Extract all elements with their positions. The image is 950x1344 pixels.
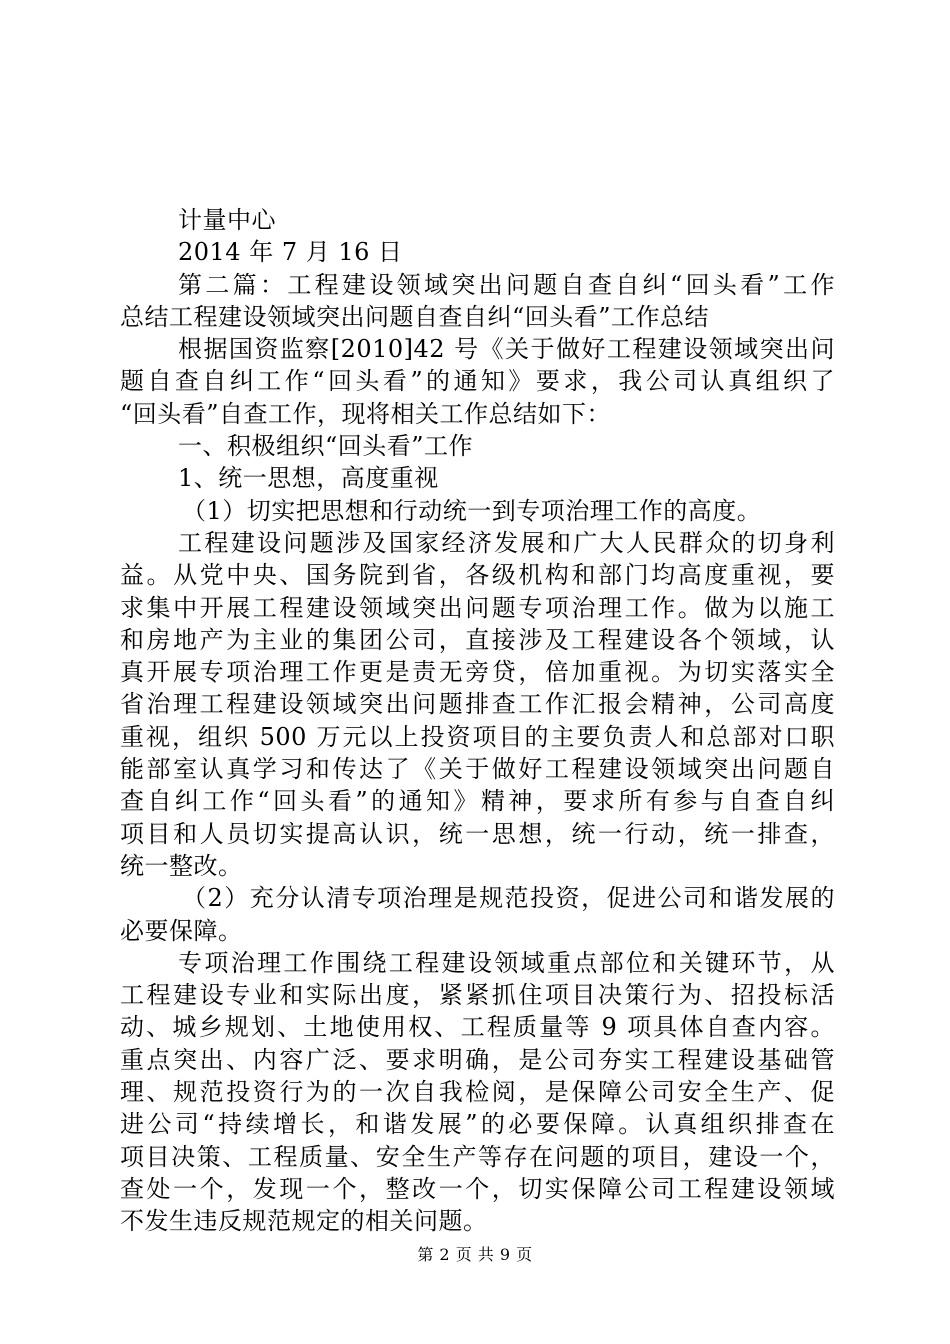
document-line: 进公司“持续增长，和谐发展”的必要保障。认真组织排查在 (120, 1110, 835, 1139)
document-line: 总结工程建设领域突出问题自查自纠“回头看”工作总结 (120, 302, 710, 331)
document-line: 重点突出、内容广泛、要求明确，是公司夯实工程建设基础管 (120, 1045, 835, 1074)
document-line: 查自纠工作“回头看”的通知》精神，要求所有参与自查自纠 (120, 787, 835, 816)
document-line: 能部室认真学习和传达了《关于做好工程建设领域突出问题自 (120, 755, 835, 784)
document-line: （1）切实把思想和行动统一到专项治理工作的高度。 (182, 496, 762, 525)
document-line: 工程建设专业和实际出度，紧紧抓住项目决策行为、招投标活 (120, 981, 835, 1010)
document-line: 第二篇：工程建设领域突出问题自查自纠“回头看”工作 (178, 270, 835, 299)
document-line: 工程建设问题涉及国家经济发展和广大人民群众的切身利 (178, 528, 835, 557)
document-line: 省治理工程建设领域突出问题排查工作汇报会精神，公司高度 (120, 690, 835, 719)
document-line: 真开展专项治理工作更是责无旁贷，倍加重视。为切实落实全 (120, 658, 835, 687)
document-line: 1、统一思想，高度重视 (178, 464, 439, 493)
document-line: 项目决策、工程质量、安全生产等存在问题的项目，建设一个， (120, 1142, 835, 1171)
document-line: 必要保障。 (120, 916, 243, 945)
document-line: 题自查自纠工作“回头看”的通知》要求，我公司认真组织了 (120, 367, 835, 396)
document-line: 2014 年 7 月 16 日 (178, 238, 403, 267)
document-line: 益。从党中央、国务院到省，各级机构和部门均高度重视，要 (120, 561, 835, 590)
document-line: 一、积极组织“回头看”工作 (178, 432, 474, 461)
document-line: 查处一个，发现一个，整改一个，切实保障公司工程建设领域 (120, 1174, 835, 1203)
document-line: 计量中心 (178, 206, 276, 234)
document-line: （2）充分认清专项治理是规范投资，促进公司和谐发展的 (182, 884, 835, 913)
document-line: 和房地产为主业的集团公司，直接涉及工程建设各个领域，认 (120, 625, 835, 654)
document-line: 不发生违反规范规定的相关问题。 (120, 1207, 488, 1236)
page-footer: 第 2 页 共 9 页 (417, 1245, 533, 1264)
document-line: 专项治理工作围绕工程建设领域重点部位和关键环节，从 (178, 948, 835, 977)
document-line: 重视，组织 500 万元以上投资项目的主要负责人和总部对口职 (120, 722, 835, 751)
document-body (120, 204, 835, 1238)
document-line: 统一整改。 (120, 851, 243, 880)
document-line: 动、城乡规划、土地使用权、工程质量等 9 项具体自查内容。 (120, 1013, 835, 1042)
document-line: 根据国资监察[2010]42 号《关于做好工程建设领域突出问 (178, 335, 835, 364)
document-line: 求集中开展工程建设领域突出问题专项治理工作。做为以施工 (120, 593, 835, 622)
document-line: 项目和人员切实提高认识，统一思想，统一行动，统一排查， (120, 819, 835, 848)
document-line: “回头看”自查工作，现将相关工作总结如下： (120, 399, 612, 428)
document-line: 理、规范投资行为的一次自我检阅，是保障公司安全生产、促 (120, 1078, 835, 1107)
